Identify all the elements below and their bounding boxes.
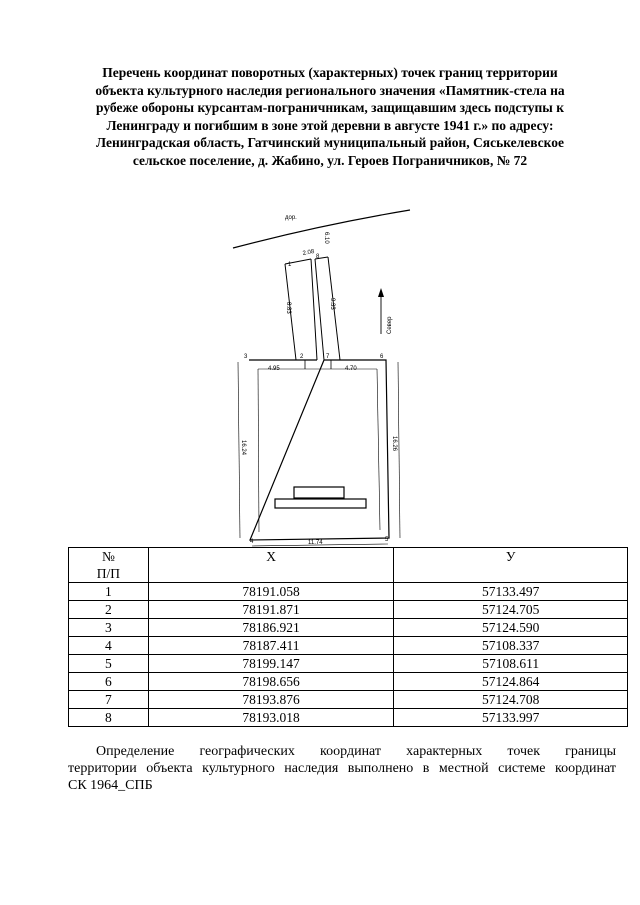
dimension-label: 16.26 [391,436,397,452]
cell-y: 57133.497 [394,583,628,601]
dimension-label: 11.74 [308,540,323,546]
header-y: У [394,548,628,583]
cell-y: 57124.864 [394,673,628,691]
point-label: 3 [244,354,248,360]
cell-y: 57133.997 [394,709,628,727]
cell-number: 7 [69,691,149,709]
table-row [69,601,628,619]
footer-note [68,743,616,794]
cell-number: 8 [69,709,149,727]
dimension-label: 4.95 [268,366,280,372]
cell-y: 57124.708 [394,691,628,709]
road-label: дор. [285,215,297,221]
coordinates-table [68,547,628,727]
header-number [69,548,149,583]
road-line [233,210,410,248]
point-label: 2 [300,354,304,360]
cell-x: 78186.921 [148,619,394,637]
cell-y: 57108.337 [394,637,628,655]
table-header-row [69,548,628,583]
cell-y: 57124.590 [394,619,628,637]
dimension-label: 2.08 [302,249,315,257]
dimension-label: 8.83 [285,302,291,314]
table-row [69,619,628,637]
table-row [69,709,628,727]
dimension-label: 6.10 [323,232,329,244]
cell-number: 5 [69,655,149,673]
header-number-bottom: П/П [96,566,121,581]
cell-x: 78199.147 [148,655,394,673]
cell-number: 2 [69,601,149,619]
cell-x: 78198.656 [148,673,394,691]
cell-number: 3 [69,619,149,637]
point-label: 7 [326,354,330,360]
point-label: 1 [288,262,292,268]
title-line: рубеже обороны курсантам-пограничникам, защищавшим здесь подступы к [96,100,564,115]
table-row [69,583,628,601]
cell-number: 4 [69,637,149,655]
header-number-top: № [101,549,115,564]
monument-stele [294,487,344,498]
table-row [69,673,628,691]
cell-x: 78191.058 [148,583,394,601]
north-arrow-icon [378,288,384,297]
table-row [69,637,628,655]
header-x: X [148,548,394,583]
dimension-label: 9.33 [329,298,335,310]
cell-x: 78193.018 [148,709,394,727]
title-line: объекта культурного наследия регионального значения «Памятник-стела на [95,82,565,98]
parcel-boundary [249,360,389,540]
inner-left-line [258,369,259,532]
footer-line: СК 1964_СПБ [68,778,153,793]
point-label: 5 [385,537,389,543]
table-row [69,691,628,709]
table-row [69,655,628,673]
title-line: Ленинграду и погибшим в зоне этой деревни в августе 1941 г.» по адресу: [106,117,554,133]
footer-line: Определение географических координат характерных точек границы [96,744,616,759]
monument-base [275,499,366,508]
footer-line: территории объекта культурного наследия выполнено в местной системе координат [68,761,616,776]
title-line: Перечень координат поворотных (характерных) точек границ территории [102,65,558,80]
cell-x: 78187.411 [148,637,394,655]
cell-number: 1 [69,583,149,601]
cell-x: 78191.871 [148,601,394,619]
title-line: сельское поселение, д. Жабино, ул. Героев Пограничников, № 72 [132,152,528,168]
dimension-label: 4.70 [345,366,357,372]
dim-line-left [238,362,240,538]
inner-right-line [377,369,380,530]
point-label: 6 [380,354,384,360]
cell-y: 57124.705 [394,601,628,619]
north-label: Север [387,316,393,334]
dimension-label: 16.24 [240,440,246,456]
point-label: 8 [316,254,320,260]
cell-x: 78193.876 [148,691,394,709]
dim-line-right [398,362,400,538]
point-label: 4 [250,539,254,545]
title-line: Ленинградская область, Гатчинский муниципальный район, Сяськелевское [96,135,564,150]
cell-number: 6 [69,673,149,691]
cell-y: 57108.611 [394,655,628,673]
